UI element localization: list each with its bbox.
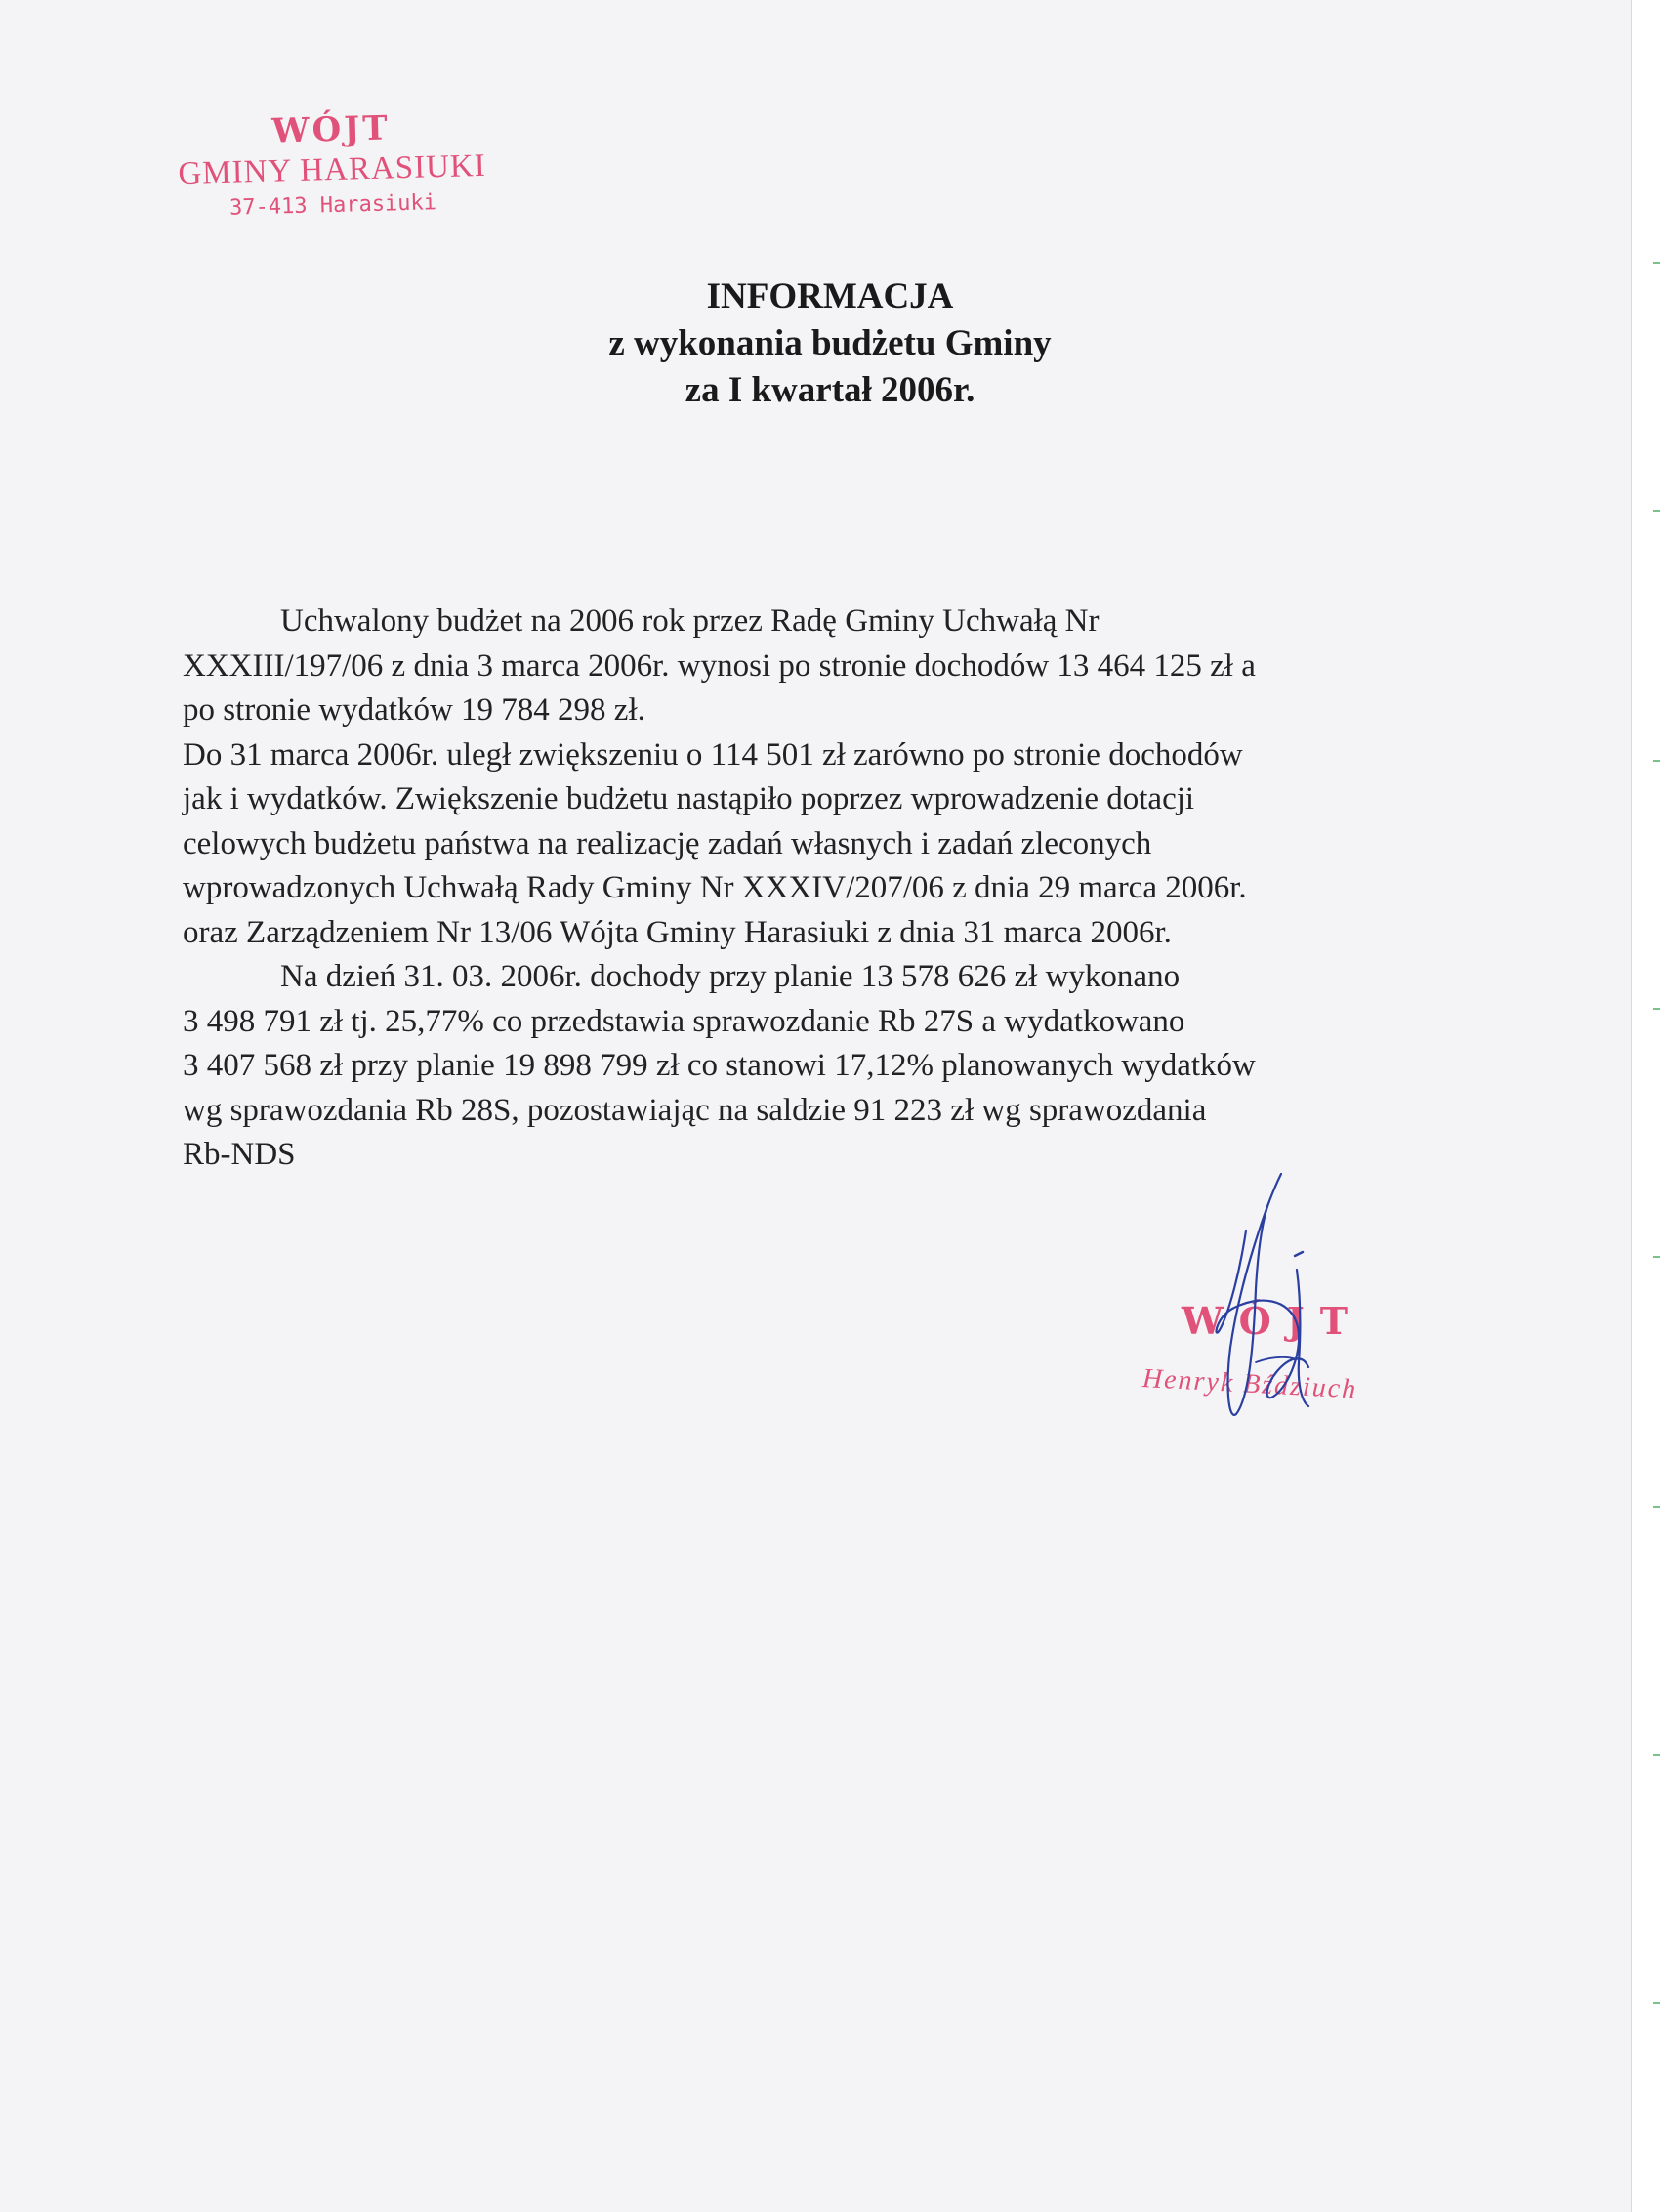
signature-stamp-title: WÓJT [1182,1299,1364,1343]
body-line: Rb-NDS [183,1137,296,1172]
body-line: 3 407 568 zł przy planie 19 898 799 zł co stanowi 17,12% planowanych wydatków [183,1048,1256,1083]
edge-mark [1653,510,1660,512]
body-line: Uchwalony budżet na 2006 rok przez Radę Gminy Uchwałą Nr [280,604,1100,639]
edge-mark [1653,2002,1660,2004]
signature-stamp-name: Henryk Bździuch [1141,1363,1359,1405]
body-line: oraz Zarządzeniem Nr 13/06 Wójta Gminy Harasiuki z dnia 31 marca 2006r. [183,914,1172,950]
title-line: za I kwartał 2006r. [685,370,975,410]
body-text [183,600,1491,1178]
body-line: celowych budżetu państwa na realizację zadań własnych i zadań zleconych [183,825,1152,861]
header-stamp-title: WÓJT [270,108,392,151]
page-edge [1631,0,1660,2212]
body-line: Na dzień 31. 03. 2006r. dochody przy planie 13 578 626 zł wykonano [280,959,1181,994]
body-line: Do 31 marca 2006r. uległ zwiększeniu o 114 501 zł zarówno po stronie dochodów [183,736,1243,772]
title-line: INFORMACJA [706,276,954,316]
document-title [391,273,1269,414]
edge-mark [1653,1754,1660,1756]
body-line: wg sprawozdania Rb 28S, pozostawiając na saldzie 91 223 zł wg sprawozdania [183,1092,1207,1128]
header-stamp-office: GMINY HARASIUKI [178,147,487,192]
header-stamp-address: 37-413 Harasiuki [228,190,437,221]
edge-mark [1653,1008,1660,1010]
handwritten-signature [1172,1162,1367,1436]
edge-mark [1653,262,1660,264]
header-stamp [145,104,519,228]
body-line: jak i wydatków. Zwiększenie budżetu nastąpiło poprzez wprowadzenie dotacji [183,781,1195,816]
body-line: wprowadzonych Uchwałą Rady Gminy Nr XXXIV/207/06 z dnia 29 marca 2006r. [183,870,1247,905]
title-line: z wykonania budżetu Gminy [608,323,1052,363]
edge-mark [1653,760,1660,762]
body-line: po stronie wydatków 19 784 298 zł. [183,692,645,728]
edge-mark [1653,1256,1660,1258]
body-line: 3 498 791 zł tj. 25,77% co przedstawia sprawozdanie Rb 27S a wydatkowano [183,1003,1185,1039]
body-line: XXXIII/197/06 z dnia 3 marca 2006r. wynosi po stronie dochodów 13 464 125 zł a [183,647,1256,684]
edge-mark [1653,1506,1660,1508]
